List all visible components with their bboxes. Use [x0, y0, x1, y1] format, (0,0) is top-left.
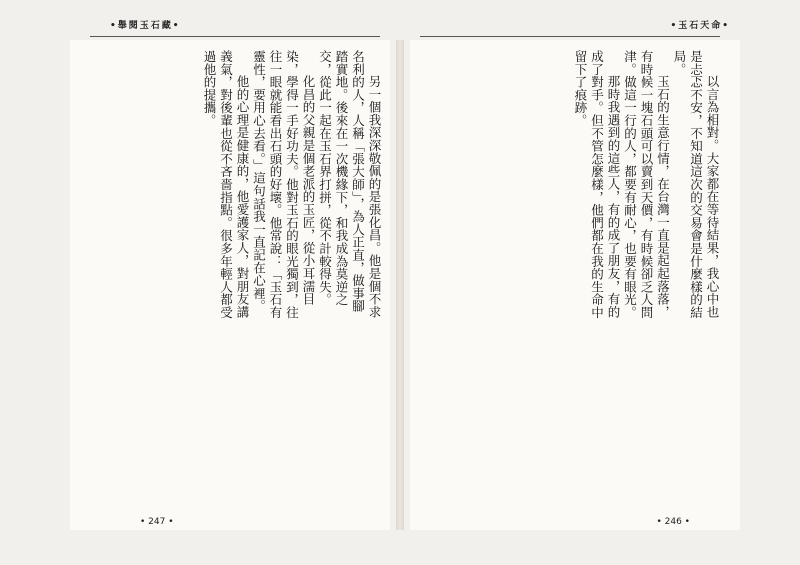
right-paragraph: 那時我遇到的這些人，有的成了朋友，有的成了對手。但不管怎麼樣，他們都在我的生命中留下了痕跡。 [573, 50, 621, 319]
right-paragraph: 以言為相對。大家都在等待結果，我心中也是忐忑不安，不知道這次的交易會是什麼樣的結局。 [672, 50, 720, 319]
left-header-rule [90, 36, 380, 37]
right-page-header: •玉石天命• [670, 21, 730, 31]
left-paragraph: 另一個我深深敬佩的是張化昌。他是個不求名利的人，人稱「張大師」，為人正直，做事腳踏實地。後來在一次機緣下，和我成為莫逆之交，從此一起在玉石界打拼，從不計較得失。 [317, 50, 382, 319]
right-page-number: • 246 • [656, 517, 690, 527]
left-paragraph: 他的心理是健康的，他愛護家人，對朋友講義氣，對後輩也從不吝嗇指點。很多年輕人都受過他的提攜。 [202, 50, 250, 319]
right-header-rule [420, 36, 720, 37]
book-gutter [396, 40, 404, 530]
left-paragraph: 化昌的父親是個老派的玉匠，從小耳濡目染，學得一手好功夫。他對玉石的眼光獨到，往往一眼就能看出石頭的好壞。他常說：「玉石有靈性，要用心去看。」這句話我一直記在心裡。 [251, 50, 316, 319]
right-paragraph: 玉石的生意行情，在台灣一直是起起落落，有時候一塊石頭可以賣到天價，有時候卻乏人問津。做這一行的人，都要有耐心，也要有眼光。 [622, 50, 671, 319]
right-page-text [420, 50, 720, 320]
left-page-number: • 247 • [140, 517, 174, 527]
left-page-text [82, 50, 382, 320]
left-page-header: •舉閱玉石藏• [110, 21, 181, 31]
